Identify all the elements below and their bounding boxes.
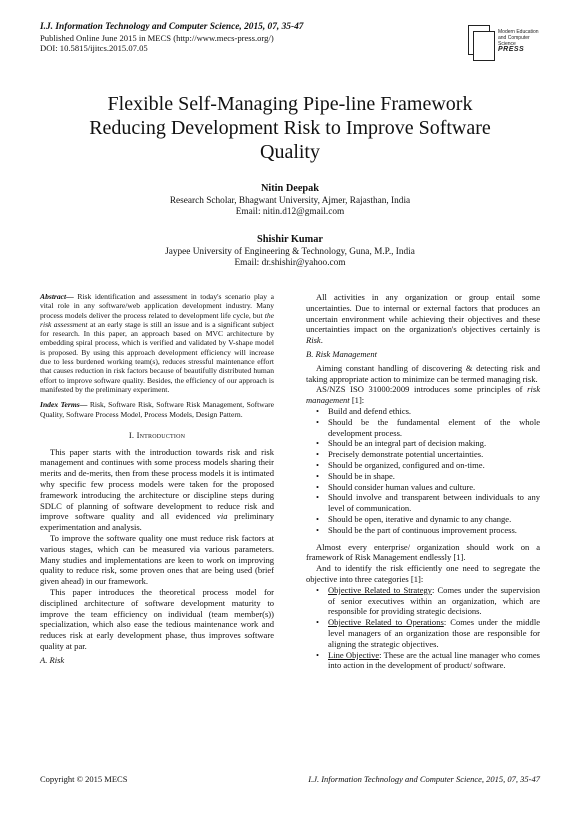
framework-paragraph: Almost every enterprise/ organization should work on a framework of Risk Management endlessly [1]. <box>306 541 540 563</box>
author-block-2 <box>40 234 540 269</box>
section-heading-introduction: I. Introduction <box>128 429 186 440</box>
index-terms: Index Terms— Risk, Software Risk, Software Risk Management, Software Quality, Software Process Model, Process Models, Design Pattern. <box>40 400 275 419</box>
footer-copyright: Copyright © 2015 MECS <box>40 774 128 784</box>
abstract: Abstract— Risk identification and assessment in today's scenario play a vital role in any software/web application development industry. Many process models deliver the process related to development life cycle, but the risk assessment at an early stage is still an issue and is a significant subject for research. In this paper, an approach based on MVC architecture by embedding spiral process, which is verified and validated by V-shape model is proposed. By using this approach development efficiency will increase due to less burdened working team(s), reduces stressful maintenance effort that causes reduction in risk factors because of beautifully distributed human effort to improve software quality. Besides, the efficiency of our approach is manifested by the preliminary experiment. <box>40 292 275 394</box>
list-item: • Should involve and transparent between individuals to any level of communication. <box>328 492 540 514</box>
intro-paragraph-1: This paper starts with the introduction towards risk and risk management and continues with some process models sharing their merits and de-merits, then from these process models it is intimated why specific few process models were taken for the proposed framework introducing the architecture or discipline steps during SDLC of planning of software development to reduce risk and improve software quality and all evidenced via preliminary experimentation and analysis. <box>40 446 274 533</box>
published-line: Published Online June 2015 in MECS (http://www.mecs-press.org/) <box>40 32 274 43</box>
list-item: • Should be an integral part of decision making. <box>328 438 540 449</box>
subsection-heading-risk-management: B. Risk Management <box>306 348 377 359</box>
author-name: Nitin Deepak <box>260 183 320 194</box>
risk-management-paragraph: Aiming constant handling of discovering & detecting risk and taking appropriate action to minimize can be termed managing risk. <box>306 362 540 384</box>
right-column <box>306 292 540 671</box>
author-email: Email: nitin.d12@gmail.com <box>235 207 345 217</box>
intro-paragraph-2: To improve the software quality one must reduce risk factors at various stages, which can be measured via various parameters. Many studies and implementations are keen to work on improving quality to reduce risk, some proven ones that are being used (brief given ahead) in our framework. <box>40 533 274 587</box>
list-item: • Should be organized, configured and on-time. <box>328 460 540 471</box>
author-name: Shishir Kumar <box>257 234 323 245</box>
intro-paragraph-3: This paper introduces the theoretical process model for disciplined architecture of software development maturity to improve the team efficiency on individual (team member(s)) specialization, which also ease the tedious maintenance work and reduces risk at early development phase, thus improves software quality at par. <box>40 587 274 651</box>
risk-paragraph: All activities in any organization or group entail some uncertainties. Due to internal or external factors that produces an uncertain environment while achieving their objectives and these uncertainties impact on the organization's objectives certainly is Risk. <box>306 292 540 346</box>
paper-title: Flexible Self-Managing Pipe-line Framework Reducing Development Risk to Improve Software Quality <box>89 93 491 163</box>
doi-line: DOI: 10.5815/ijitcs.2015.07.05 <box>40 43 148 53</box>
list-item: • Objective Related to Operations: Comes under the middle level managers of an organization those are responsible for aligning the strategic objectives. <box>328 617 540 649</box>
author-email: Email: dr.shishir@yahoo.com <box>234 258 346 268</box>
categories-list <box>306 585 540 671</box>
author-affiliation: Jaypee University of Engineering & Technology, Guna, M.P., India <box>165 247 415 257</box>
list-item: • Objective Related to Strategy: Comes under the supervision of senior executives within an organization, which are responsible for providing strategic decisions. <box>328 585 540 617</box>
list-item: • Should be the fundamental element of the whole development process. <box>328 417 540 439</box>
list-item: • Precisely demonstrate potential uncertainties. <box>328 449 540 460</box>
journal-title-line: I.J. Information Technology and Computer Science, 2015, 07, 35-47 <box>40 22 304 32</box>
subsection-heading-risk: A. Risk <box>40 654 65 665</box>
list-item: • Build and defend ethics. <box>328 406 540 417</box>
mecs-press-logo: Modern Education and Computer Science PRESS <box>468 23 546 67</box>
footer-journal: I.J. Information Technology and Computer Science, 2015, 07, 35-47 <box>308 774 540 784</box>
list-item: • Should consider human values and culture. <box>328 482 540 493</box>
list-item: • Should be the part of continuous improvement process. <box>328 525 540 536</box>
principles-list <box>306 406 540 536</box>
left-column <box>40 292 274 669</box>
author-block-1 <box>40 183 540 218</box>
list-item: • Should be open, iterative and dynamic to any change. <box>328 514 540 525</box>
author-affiliation: Research Scholar, Bhagwant University, Ajmer, Rajasthan, India <box>169 196 411 206</box>
principles-intro: AS/NZS ISO 31000:2009 introduces some principles of risk management [1]: <box>306 384 540 406</box>
list-item: • Line Objective: These are the actual line manager who comes into action in the development of product/ software. <box>328 650 540 672</box>
list-item: • Should be in shape. <box>328 471 540 482</box>
categories-intro: And to identify the risk efficiently one need to segregate the objective into three categories [1]: <box>306 563 540 584</box>
journal-header <box>40 22 303 54</box>
